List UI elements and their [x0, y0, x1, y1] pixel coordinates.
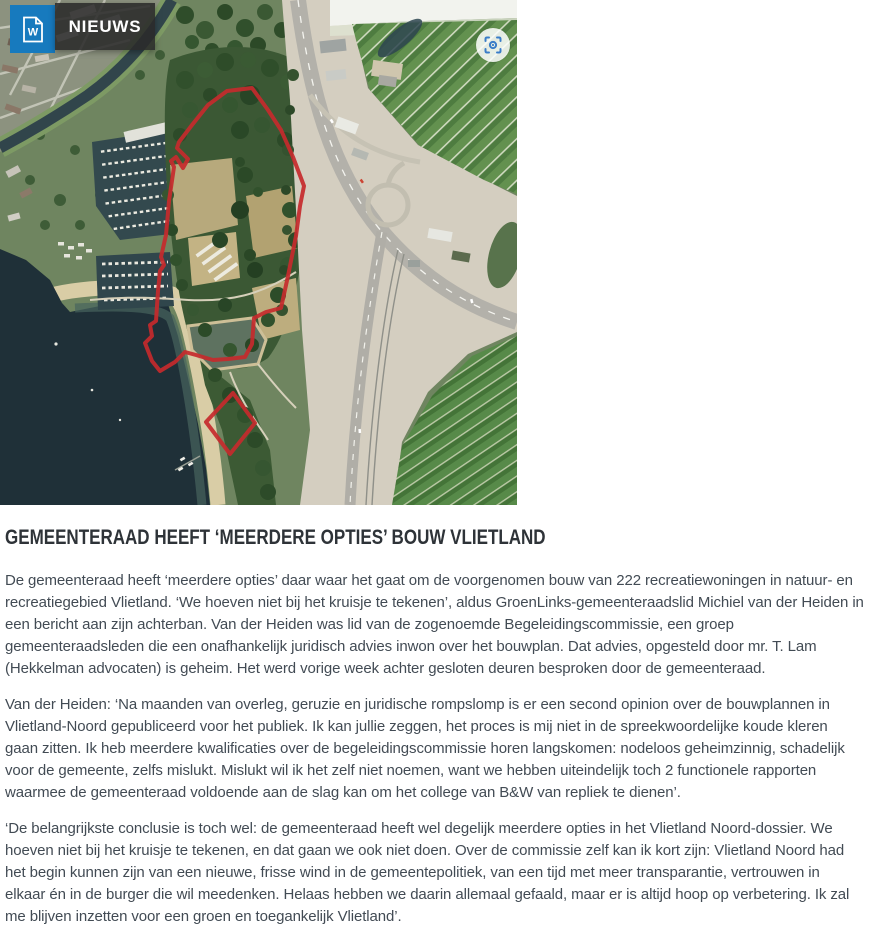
article-title: GEMEENTERAAD HEEFT ‘MEERDERE OPTIES’ BOUW VLIETLAND [5, 526, 546, 549]
article-paragraph-1: De gemeenteraad heeft ‘meerdere opties’ daar waar het gaat om de voorgenomen bouw van 222 recreatiewoningen in natuur- en recreatiegebied Vlietland. ‘We hoeven niet bij het kruisje te tekenen’, aldus GroenLinks-gemeenteraadslid Michiel van der Heiden in een bericht aan zijn achterban. Van der Heiden was lid van de zogenoemde Begeleidingscommissie, een groep gemeenteraadsleden die een onafhankelijk juridisch advies inwon over het bouwplan. Dat advies, opgesteld door mr. T. Lam (Hekkelman advocaten) is geheim. Het werd vorige week achter gesloten deuren besproken door de gemeenteraad. [5, 572, 864, 677]
article-body [0, 526, 870, 928]
zoom-extent-icon [484, 36, 502, 54]
aerial-photo-vlietland [0, 0, 517, 505]
word-document-icon[interactable] [10, 5, 55, 53]
svg-text:W: W [27, 26, 38, 38]
map-zoom-extent-button[interactable] [476, 28, 510, 62]
article-paragraph-2: Van der Heiden: ‘Na maanden van overleg, geruzie en juridische rompslomp is er een second opinion over de bouwplannen in Vlietland-Noord gepubliceerd voor het publiek. Ik kan jullie zeggen, het proces is mij niet in de spreekwoordelijke koude kleren gaan zitten. Ik heb meerdere kwalificaties over de begeleidingscommissie horen langskomen: nodeloos geheimzinnig, schadelijk voor de gemeente, zelfs mislukt. Mislukt wil ik het zelf niet noemen, want we hebben uiteindelijk toch 2 functionele rapporten waarmee de gemeenteraad voldoende aan de slag kan om het college van B&W van repliek te dienen’. [5, 696, 845, 801]
word-document-icon-glyph [22, 16, 44, 43]
aerial-photo-image [0, 0, 517, 505]
article-paragraph-3: ‘De belangrijkste conclusie is toch wel: de gemeenteraad heeft wel degelijk meerdere opties in het Vlietland Noord-dossier. We hoeven niet bij het kruisje te tekenen, en dat gaan we ook niet doen. Over de commissie zelf kan ik kort zijn: Vlietland Noord had het begin kunnen zijn van een nieuwe, frisse wind in de gemeentepolitiek, van een tijd met meer transparantie, vertrouwen in elkaar én in de burger die wil meedenken. Helaas hebben we daarin allemaal gefaald, maar er is altijd hoop op verbetering. Ik zal me blijven inzetten voor een groen en toegankelijk Vlietland’. [5, 820, 850, 925]
section-label: NIEUWS [68, 16, 142, 36]
